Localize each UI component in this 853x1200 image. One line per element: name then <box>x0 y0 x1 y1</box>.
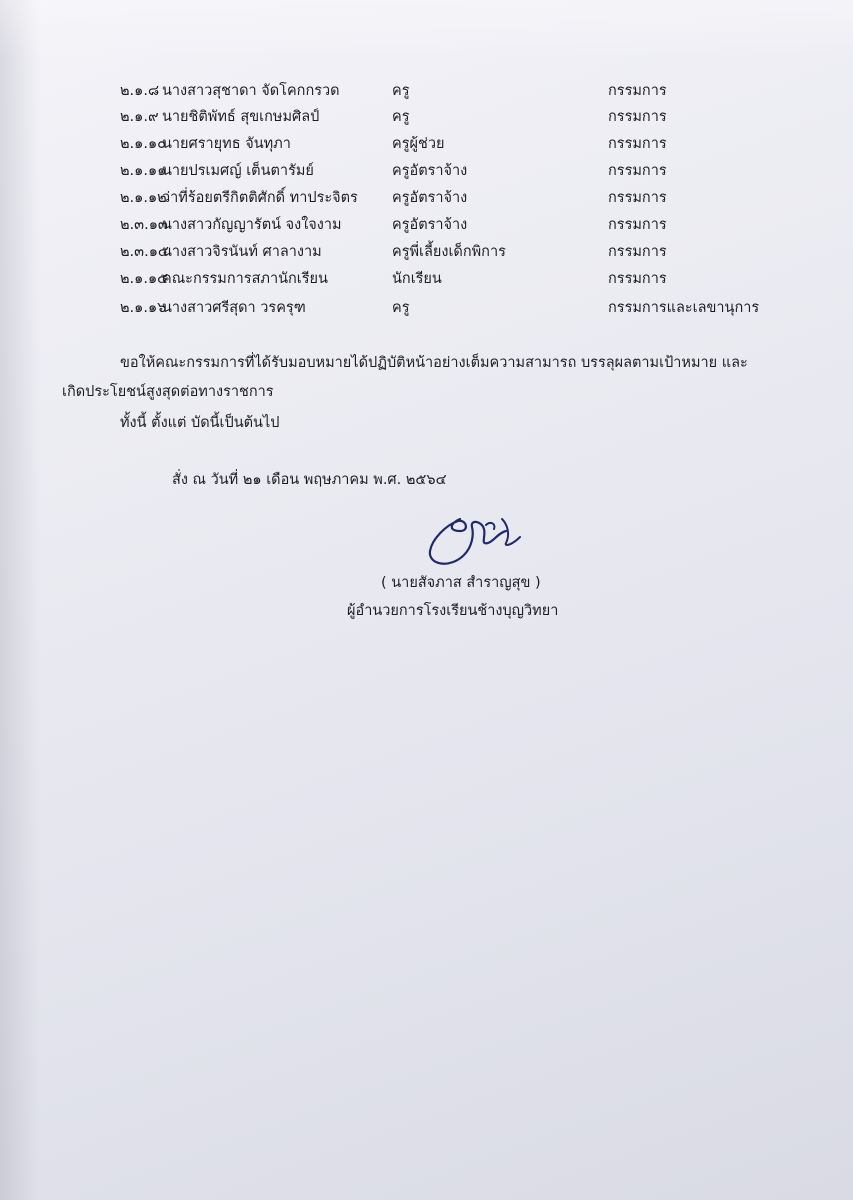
item-number: ๒.๑.๑๐ <box>120 136 167 152</box>
member-position: ครูอัตราจ้าง <box>392 163 468 179</box>
member-role: กรรมการ <box>608 83 667 99</box>
committee-row <box>0 242 853 268</box>
committee-row <box>0 134 853 160</box>
member-name: นางสาวสุชาดา จัดโคกกรวด <box>162 83 340 99</box>
member-position: ครูอัตราจ้าง <box>392 217 468 233</box>
committee-row <box>0 188 853 214</box>
committee-row <box>0 107 853 133</box>
member-name: นางสาวจิรนันท์ ศาลางาม <box>162 244 322 260</box>
member-position: ครูพี่เลี้ยงเด็กพิการ <box>392 244 506 260</box>
item-number: ๒.๑.๑๖ <box>120 300 167 316</box>
member-position: ครู <box>392 83 410 99</box>
item-number: ๒.๑.๑๕ <box>120 271 169 287</box>
member-name: นายชิติพัทธ์ สุขเกษมศิลป์ <box>162 109 320 125</box>
member-role: กรรมการ <box>608 271 667 287</box>
effective-statement: ทั้งนี้ ตั้งแต่ บัดนี้เป็นต้นไป <box>120 415 280 431</box>
order-date: สั่ง ณ วันที่ ๒๑ เดือน พฤษภาคม พ.ศ. ๒๕๖๔ <box>172 472 447 488</box>
item-number: ๒.๓.๑๔ <box>120 244 169 260</box>
closing-paragraph-line-1: ขอให้คณะกรรมการที่ได้รับมอบหมายได้ปฏิบัติหน้าอย่างเต็มความสามารถ บรรลุผลตามเป้าหมาย และ <box>120 355 748 371</box>
member-position: ครูอัตราจ้าง <box>392 190 468 206</box>
member-name: นางสาวกัญญารัตน์ จงใจงาม <box>162 217 342 233</box>
item-number: ๒.๑.๘ <box>120 83 160 99</box>
signatory-title: ผู้อำนวยการโรงเรียนช้างบุญวิทยา <box>347 603 559 619</box>
signatory-name: ( นายสัจภาส สำราญสุข ) <box>381 575 541 591</box>
member-name: ว่าที่ร้อยตรีกิตติศักดิ์ ทาประจิตร <box>162 190 358 206</box>
committee-row <box>0 81 853 107</box>
member-role: กรรมการและเลขานุการ <box>608 300 760 316</box>
member-role: กรรมการ <box>608 244 667 260</box>
member-name: นายศรายุทธ จันทุภา <box>162 136 291 152</box>
member-role: กรรมการ <box>608 109 667 125</box>
member-position: ครูผู้ช่วย <box>392 136 445 152</box>
member-role: กรรมการ <box>608 136 667 152</box>
item-number: ๒.๑.๑๑ <box>120 163 167 179</box>
committee-row <box>0 161 853 187</box>
committee-row <box>0 298 853 324</box>
member-name: นางสาวศรีสุดา วรครุฑ <box>162 300 306 316</box>
item-number: ๒.๑.๑๒ <box>120 190 167 206</box>
member-position: นักเรียน <box>392 271 442 287</box>
member-role: กรรมการ <box>608 217 667 233</box>
member-name: นายปรเมศญ์ เต็นตารัมย์ <box>162 163 314 179</box>
item-number: ๒.๓.๑๓ <box>120 217 168 233</box>
committee-row <box>0 215 853 241</box>
committee-row <box>0 269 853 295</box>
signature-image <box>420 505 530 575</box>
member-position: ครู <box>392 300 410 316</box>
member-role: กรรมการ <box>608 163 667 179</box>
member-name: คณะกรรมการสภานักเรียน <box>162 271 328 287</box>
item-number: ๒.๑.๙ <box>120 109 159 125</box>
closing-paragraph-line-2: เกิดประโยชน์สูงสุดต่อทางราชการ <box>62 384 274 400</box>
member-position: ครู <box>392 109 410 125</box>
member-role: กรรมการ <box>608 190 667 206</box>
